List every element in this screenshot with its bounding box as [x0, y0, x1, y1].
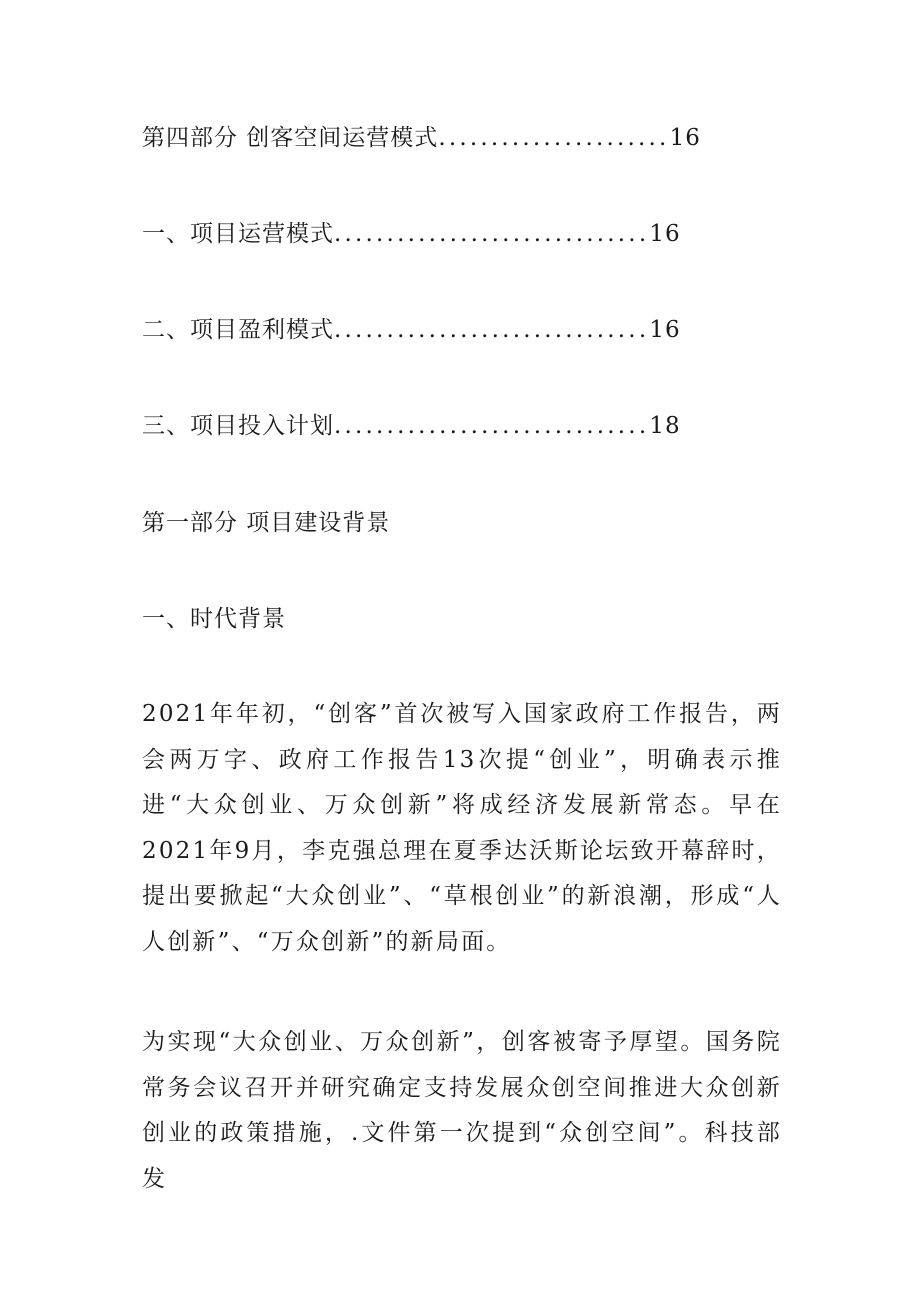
toc-entry-page: 16 [669, 125, 701, 151]
toc-entry-leader: .............................. [334, 317, 650, 343]
toc-entry-title: 三、项目投入计划 [142, 413, 334, 439]
toc-entry[interactable] [142, 411, 681, 441]
toc-entry[interactable] [142, 315, 681, 345]
body-paragraph: 为实现“大众创业、万众创新”，创客被寄予厚望。国务院常务会议召开并研究确定支持发展众创空间推进大众创新创业的政策措施，.文件第一次提到“众创空间”。科技部发 [142, 1029, 782, 1192]
toc-entry-leader: .............................. [334, 221, 650, 247]
body-paragraph: 2021年年初，“创客”首次被写入国家政府工作报告，两会两万字、政府工作报告13次提“创业”，明确表示推进“大众创业、万众创新”将成经济发展新常态。早在2021年9月，李克强总理在夏季达沃斯论坛致开幕辞时，提出要掀起“大众创业”、“草根创业”的新浪潮，形成“人人创新”、“万众创新”的新局面。 [142, 701, 782, 955]
toc-entry-title: 二、项目盈利模式 [142, 317, 334, 343]
toc-entry-page: 16 [649, 221, 681, 247]
toc-entry[interactable] [142, 219, 681, 249]
toc-entry-title: 第四部分 创客空间运营模式 [142, 125, 439, 151]
subsection-heading: 一、时代背景 [142, 606, 286, 632]
section-heading: 第一部分 项目建设背景 [142, 510, 391, 536]
toc-entry-page: 18 [649, 413, 681, 439]
toc-entry-leader: ...................... [438, 125, 670, 151]
toc-entry[interactable] [142, 123, 701, 153]
toc-entry-leader: .............................. [334, 413, 650, 439]
toc-entry-title: 一、项目运营模式 [142, 221, 334, 247]
toc-entry-page: 16 [649, 317, 681, 343]
